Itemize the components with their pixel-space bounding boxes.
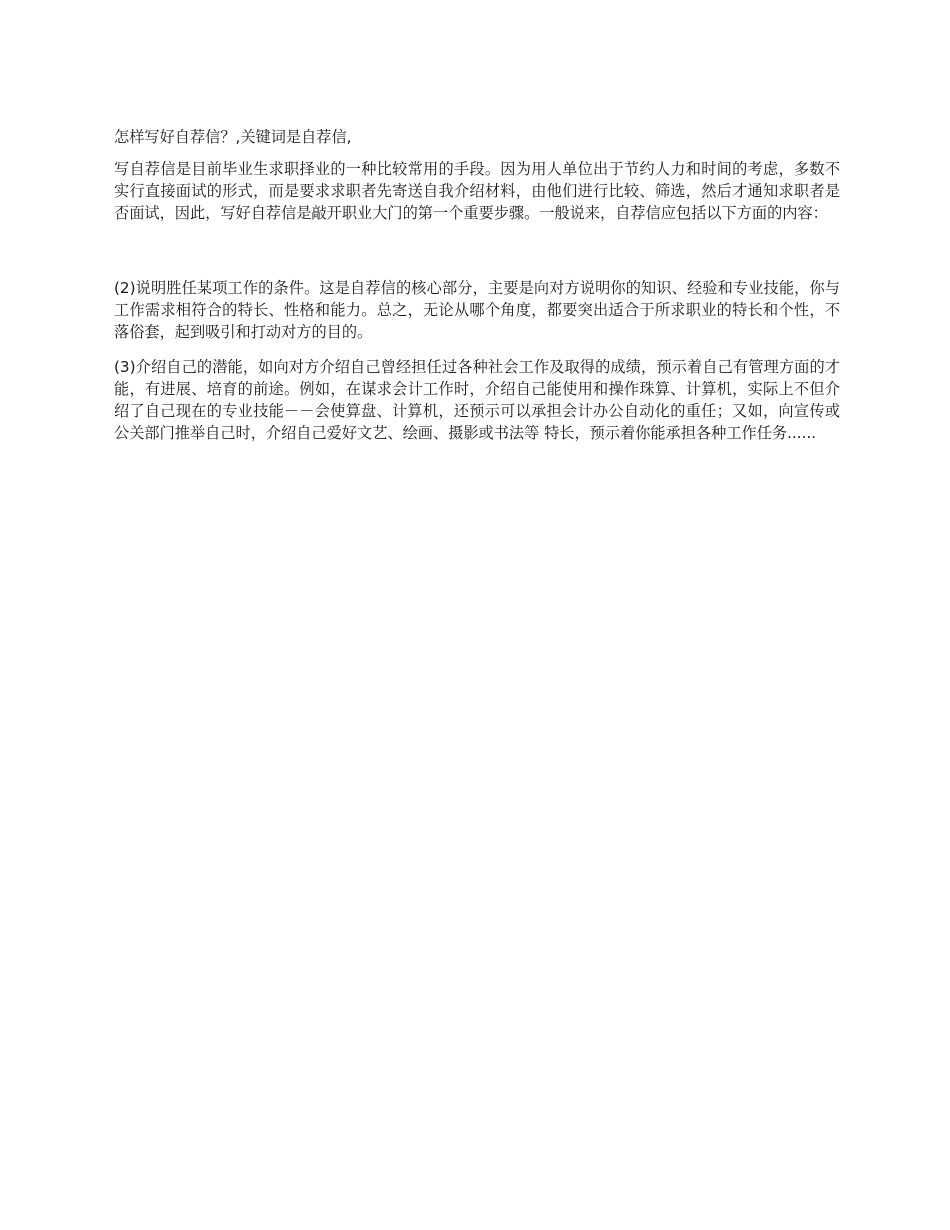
point-2-paragraph: (2)说明胜任某项工作的条件。这是自荐信的核心部分，主要是向对方说明你的知识、经验和专业技能，你与工作需求相符合的特长、性格和能力。总之，无论从哪个角度，都要突出适合于所求职业的特长和个性，不落俗套，起到吸引和打动对方的目的。 <box>114 279 840 341</box>
document-title-line: 怎样写好自荐信？,关键词是自荐信, <box>114 128 352 146</box>
intro-paragraph: 写自荐信是目前毕业生求职择业的一种比较常用的手段。因为用人单位出于节约人力和时间的考虑，多数不实行直接面试的形式，而是要求求职者先寄送自我介绍材料，由他们进行比较、筛选，然后才通知求职者是否面试，因此，写好自荐信是敲开职业大门的第一个重要步骤。一般说来，自荐信应包括以下方面的内容： <box>114 160 840 222</box>
point-3-paragraph: (3)介绍自己的潜能，如向对方介绍自己曾经担任过各种社会工作及取得的成绩，预示着自己有管理方面的才能，有进展、培育的前途。例如，在谋求会计工作时，介绍自己能使用和操作珠算、计算机，实际上不但介绍了自己现在的专业技能－－会使算盘、计算机，还预示可以承担会计办公自动化的重任；又如，向宣传或公关部门推举自己时，介绍自己爱好文艺、绘画、摄影或书法等 特长，预示着你能承担各种工作任务...... <box>114 358 840 442</box>
document-body <box>114 126 840 457</box>
blank-gap <box>114 237 840 277</box>
